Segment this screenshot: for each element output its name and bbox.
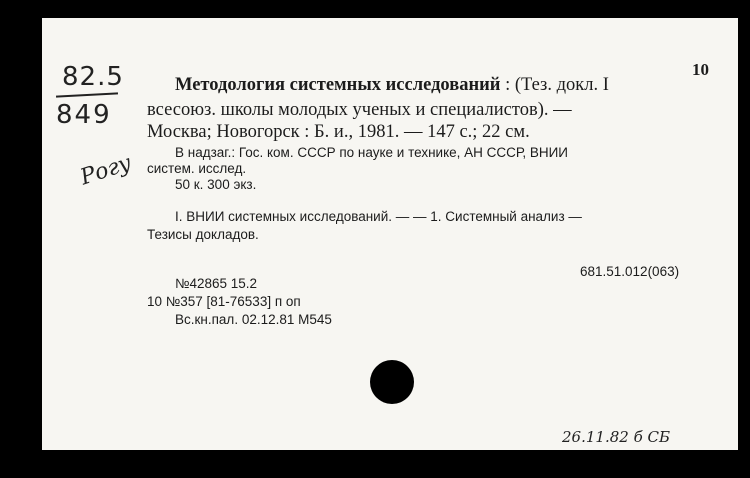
tracing-line-2: Тезисы докладов. [147, 227, 259, 242]
price-line: 50 к. 300 экз. [175, 177, 257, 192]
note-line-1: В надзаг.: Гос. ком. СССР по науке и технике, АН СССР, ВНИИ [175, 145, 569, 160]
handwritten-signature: Рогу [77, 150, 135, 191]
accession-line-1: №42865 15.2 [175, 276, 258, 291]
tracing-line-1: I. ВНИИ системных исследований. — — 1. Системный анализ — [175, 209, 582, 224]
accession-line-2: 10 №357 [81-76533] п оп [147, 294, 301, 309]
udc-code: 681.51.012(063) [580, 264, 680, 279]
punch-hole [370, 360, 414, 404]
card-number: 10 [692, 60, 709, 79]
imprint-line: Москва; Новогорск : Б. и., 1981. — 147 с.; 22 см. [147, 122, 530, 142]
call-number-divider [56, 92, 118, 97]
title-rest: : (Тез. докл. I [500, 75, 609, 95]
title-line-2: всесоюз. школы молодых ученых и специалистов). — [147, 100, 572, 120]
note-line-2: систем. исслед. [147, 161, 247, 176]
title-line [175, 75, 609, 96]
call-number-bottom: 849 [56, 100, 112, 130]
handwritten-date: 26.11.82 б СБ [562, 428, 670, 446]
title-bold: Методология системных исследований [175, 75, 501, 95]
call-number-top: 82.5 [62, 62, 124, 92]
accession-line-3: Вс.кн.пал. 02.12.81 М545 [175, 312, 332, 327]
catalog-card [42, 18, 738, 450]
